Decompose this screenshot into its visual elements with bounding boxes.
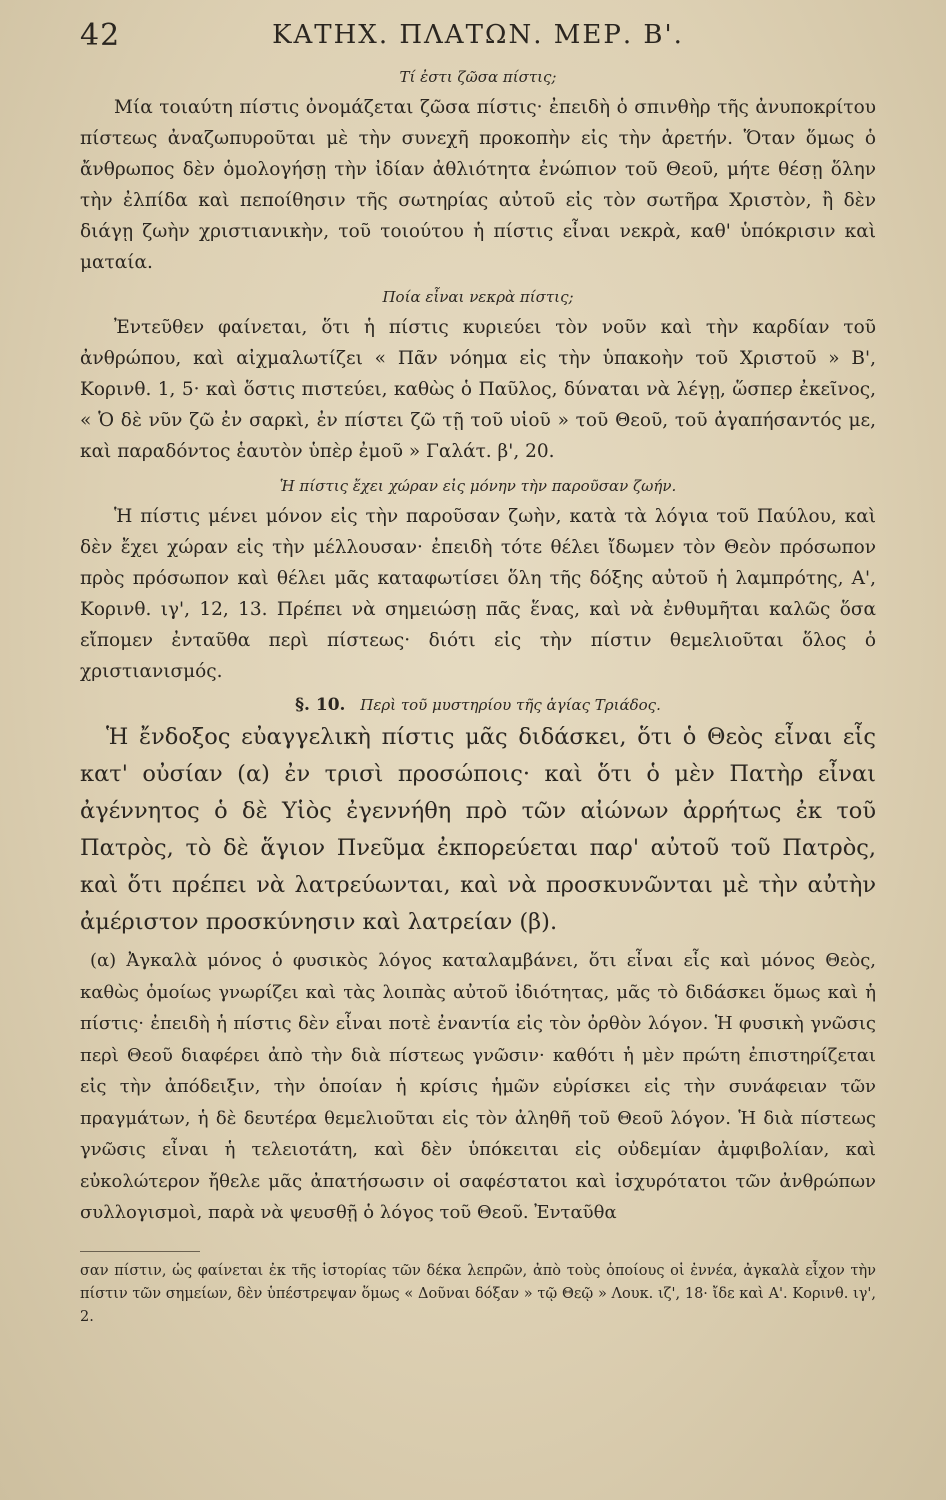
running-title: ΚΑΤΗΧ. ΠΛΑΤΩΝ. ΜΕΡ. Β'.: [272, 20, 684, 50]
paragraph-dead-faith: Ἐντεῦθεν φαίνεται, ὅτι ἡ πίστις κυριεύει τὸν νοῦν καὶ τὴν καρδίαν τοῦ ἀνθρώπου, καὶ αἰχμαλωτίζει « Πᾶν νόημα εἰς τὴν ὑπακοὴν τοῦ Χριστοῦ » Β', Κορινθ. 1, 5· καὶ ὅστις πιστεύει, καθὼς ὁ Παῦλος, δύναται νὰ λέγῃ, ὥσπερ ἐκεῖνος, « Ὁ δὲ νῦν ζῶ ἐν σαρκὶ, ἐν πίστει ζῶ τῇ τοῦ υἱοῦ » τοῦ Θεοῦ, τοῦ ἀγαπήσαντός με, καὶ παραδόντος ἑαυτὸν ὑπὲρ ἐμοῦ » Γαλάτ. β', 20.: [80, 317, 876, 462]
paragraph-trinity-note: (α) Ἀγκαλὰ μόνος ὁ φυσικὸς λόγος καταλαμβάνει, ὅτι εἶναι εἷς καὶ μόνος Θεὸς, καθὼς ὁμοίως γνωρίζει καὶ τὰς λοιπὰς αὐτοῦ ἰδιότητας, μᾶς τὸ διδάσκει ὅμως καὶ ἡ πίστις· ἐπειδὴ ἡ πίστις δὲν εἶναι ποτὲ ἐναντία εἰς τὸν ὀρθὸν λόγον. Ἡ φυσικὴ γνῶσις περὶ Θεοῦ διαφέρει ἀπὸ τὴν διὰ πίστεως γνῶσιν· καθότι ἡ μὲν πρώτη ἐπιστηρίζεται εἰς τὴν ἀπόδειξιν, τὴν ὁποίαν ἡ κρίσις ἡμῶν εὑρίσκει εἰς τὴν συνάφειαν τῶν πραγμάτων, ἡ δὲ δευτέρα θεμελιοῦται εἰς τὸν ἀληθῆ τοῦ Θεοῦ λόγον. Ἡ διὰ πίστεως γνῶσις εἶναι ἡ τελειοτάτη, καὶ δὲν ὑπόκειται εἰς οὐδεμίαν ἀμφιβολίαν, καὶ εὐκολώτερον ἤθελε μᾶς ἀπατήσωσιν οἱ σαφέστατοι καὶ ἰσχυρότατοι τῶν ἀνθρώπων συλλογισμοὶ, παρὰ νὰ ψευσθῇ ὁ λόγος τοῦ Θεοῦ. Ἐνταῦθα: [80, 950, 876, 1223]
page-header: [80, 12, 876, 58]
heading-present-life: Ἡ πίστις ἔχει χώραν εἰς μόνην τὴν παροῦσαν ζωήν.: [279, 477, 677, 495]
page-number: 42: [80, 18, 121, 53]
footnote-divider: [80, 1251, 200, 1252]
paragraph-trinity-main: Ἡ ἔνδοξος εὐαγγελικὴ πίστις μᾶς διδάσκει, ὅτι ὁ Θεὸς εἶναι εἷς κατ' οὐσίαν (α) ἐν τρισὶ προσώποις· καὶ ὅτι ὁ μὲν Πατὴρ εἶναι ἀγέννητος ὁ δὲ Υἱὸς ἐγεννήθη πρὸ τῶν αἰώνων ἀρρήτως ἐκ τοῦ Πατρὸς, τὸ δὲ ἅγιον Πνεῦμα ἐκπορεύεται παρ' αὐτοῦ τοῦ Πατρὸς, καὶ ὅτι πρέπει νὰ λατρεύωνται, καὶ νὰ προσκυνῶνται μὲ τὴν αὐτὴν ἀμέριστον προσκύνησιν καὶ λατρείαν (β).: [80, 724, 876, 935]
heading-dead-faith: Ποία εἶναι νεκρὰ πίστις;: [382, 288, 574, 306]
section-number: §. 10.: [295, 695, 346, 715]
paragraph-present-life: Ἡ πίστις μένει μόνον εἰς τὴν παροῦσαν ζωὴν, κατὰ τὰ λόγια τοῦ Παύλου, καὶ δὲν ἔχει χώραν εἰς τὴν μέλλουσαν· ἐπειδὴ τότε θέλει ἴδωμεν τὸν Θεὸν πρόσωπον πρὸς πρόσωπον καὶ θέλει μᾶς καταφωτίσει ὅλη τῆς δόξης αὐτοῦ ἡ λαμπρότης, Α', Κορινθ. ιγ', 12, 13. Πρέπει νὰ σημειώσῃ πᾶς ἕνας, καὶ νὰ ἐνθυμῆται καλῶς ὅσα εἴπομεν ἐνταῦθα περὶ πίστεως· διότι εἰς τὴν πίστιν θεμελιοῦται ὅλος ὁ χριστιανισμός.: [80, 506, 876, 682]
section-heading-trinity: [80, 695, 876, 715]
heading-living-faith: Τί ἐστι ζῶσα πίστις;: [399, 68, 557, 86]
paragraph-living-faith: Μία τοιαύτη πίστις ὀνομάζεται ζῶσα πίστις· ἐπειδὴ ὁ σπινθὴρ τῆς ἀνυποκρίτου πίστεως ἀναζωπυροῦται μὲ τὴν συνεχῆ προκοπὴν εἰς τὴν ἀρετήν. Ὅταν ὅμως ὁ ἄνθρωπος δὲν ὁμολογήσῃ τὴν ἰδίαν ἀθλιότητα ἐνώπιον τοῦ Θεοῦ, μήτε θέσῃ ὅλην τὴν ἐλπίδα καὶ πεποίθησιν τῆς σωτηρίας αὐτοῦ εἰς τὸν σωτῆρα Χριστὸν, ἢ δὲν διάγῃ ζωὴν χριστιανικὴν, τοῦ τοιούτου ἡ πίστις εἶναι νεκρὰ, καθ' ὑπόκρισιν καὶ ματαία.: [80, 97, 876, 273]
section-title: Περὶ τοῦ μυστηρίου τῆς ἁγίας Τριάδος.: [360, 696, 661, 714]
footnote-text: σαν πίστιν, ὡς φαίνεται ἐκ τῆς ἱστορίας τῶν δέκα λεπρῶν, ἀπὸ τοὺς ὁποίους οἱ ἐννέα, ἀγκαλὰ εἶχον τὴν πίστιν τῶν σημείων, δὲν ὑπέστρεψαν ὅμως « Δοῦναι δόξαν » τῷ Θεῷ » Λουκ. ιζ', 18· ἴδε καὶ Α'. Κορινθ. ιγ', 2.: [80, 1262, 876, 1325]
